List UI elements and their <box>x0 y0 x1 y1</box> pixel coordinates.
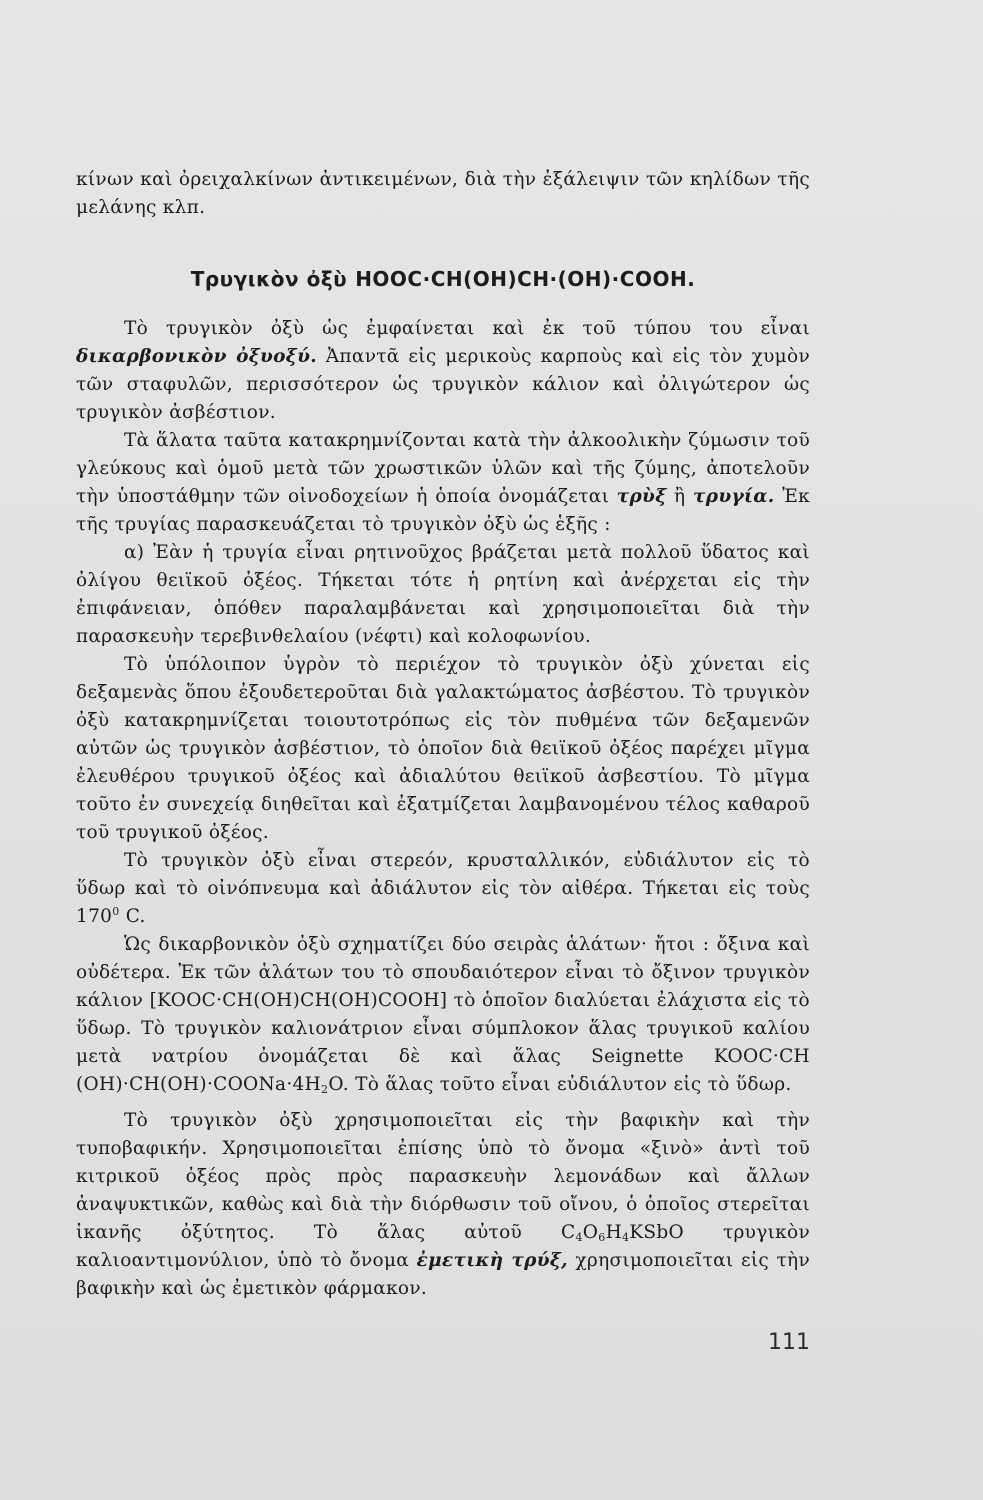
p6-text-a: Ὡς δικαρβονικὸν ὀξὺ σχηματίζει δύο σειρὰς ἁλάτων· ἤτοι : ὄξινα καὶ οὐδέτερα. Ἐκ τῶν ἁλάτων του τὸ σπουδαιότερον εἶναι τὸ ὄξινον τρυγικὸν κάλιον [KOOC·CH(OH)CH(OH)COOH] τὸ ὁποῖον διαλύεται ἐλάχιστα εἰς τὸ ὕδωρ. Τὸ τρυγικὸν καλιονάτριον εἶναι σύμπλοκον ἅλας τρυγικοῦ καλίου μετὰ νατρίου ὀνομάζεται δὲ καὶ ἅλας Seignette KOOC·CH (OH)·CH(OH)·COONa·4H <box>76 934 810 1095</box>
section-heading <box>76 265 810 293</box>
p2-text-c: ἢ <box>666 486 693 507</box>
p7-text-b: KSbO τρυγικὸν καλιοαντιμονύλιον, ὑπὸ τὸ ὄνομα <box>76 1222 810 1271</box>
p5-text-b: C. <box>119 906 146 927</box>
paragraph-2 <box>76 427 810 539</box>
p7-subscript-3: 4 <box>622 1231 630 1244</box>
p1-text-c: Ἀπαντᾶ εἰς μερικοὺς καρποὺς καὶ εἰς τὸν χυμὸν τῶν σταφυλῶν, περισσότερον ὡς τρυγικὸν κάλιον καὶ ὀλιγώτερον ὡς τρυγικὸν ἀσβέστιον. <box>76 346 810 423</box>
p7-subscript-2: 6 <box>598 1231 606 1244</box>
p7-text-d: χρησιμοποιεῖται εἰς τὴν βαφικὴν καὶ ὡς ἐμετικὸν φάρμακον. <box>76 1250 810 1299</box>
p6-text-b: O. Τὸ ἅλας τοῦτο εἶναι εὐδιάλυτον εἰς τὸ ὕδωρ. <box>328 1074 792 1095</box>
p7-emphasis: ἐμετικὴ τρύξ, <box>416 1250 568 1271</box>
intro-paragraph: κίνων καὶ ὀρειχαλκίνων ἀντικειμένων, διὰ τὴν ἐξάλειψιν τῶν κηλίδων τῆς μελάνης κλπ. <box>76 169 810 218</box>
page-number: 111 <box>768 1330 810 1355</box>
p2-emphasis-trygia: τρυγία. <box>692 486 775 507</box>
p1-text-a: Τὸ τρυγικὸν ὀξὺ ὡς ἐμφαίνεται καὶ ἐκ τοῦ τύπου του εἶναι <box>124 318 810 339</box>
degree-superscript: 0 <box>112 904 120 918</box>
paragraph-4: Τὸ ὑπόλοιπον ὑγρὸν τὸ περιέχον τὸ τρυγικὸν ὀξὺ χύνεται εἰς δεξαμενὰς ὅπου ἐξουδετεροῦται διὰ γαλακτώματος ἀσβέστου. Τὸ τρυγικὸν ὀξὺ κατακρημνίζεται τοιουτοτρόπως εἰς τὸν πυθμένα τῶν δεξαμενῶν αὐτῶν ὡς τρυγικὸν ἀσβέστιον, τὸ ὁποῖον διὰ θειϊκοῦ ὀξέος παρέχει μῖγμα ἐλευθέρου τρυγικοῦ ὀξέος καὶ ἀδιαλύτου θειϊκοῦ ἀσβεστίου. Τὸ μῖγμα τοῦτο ἐν συνεχείᾳ διηθεῖται καὶ ἐξατμίζεται λαμβανομένου τέλος καθαροῦ τοῦ τρυγικοῦ ὀξέος. <box>76 654 810 843</box>
paragraph-3: α) Ἐὰν ἡ τρυγία εἶναι ρητινοῦχος βράζεται μετὰ πολλοῦ ὕδατος καὶ ὀλίγου θειϊκοῦ ὀξέος. Τήκεται τότε ἡ ρητίνη καὶ ἀνέρχεται εἰς τὴν ἐπιφάνειαν, ὁπόθεν παραλαμβάνεται καὶ χρησιμοποιεῖται διὰ τὴν παρασκευὴν τερεβινθελαίου (νέφτι) καὶ κολοφωνίου. <box>76 542 810 647</box>
p2-emphasis-tryx: τρὺξ <box>616 486 667 507</box>
paragraph-6 <box>76 931 810 1099</box>
p6-subscript: 2 <box>321 1083 329 1096</box>
paragraph-7 <box>76 1107 810 1303</box>
paragraph-1 <box>76 315 810 427</box>
p2-text-a: Τὰ ἅλατα ταῦτα κατακρημνίζονται κατὰ τὴν ἀλκοολικὴν ζύμωσιν τοῦ γλεύκους καὶ ὁμοῦ μετὰ τῶν χρωστικῶν ὑλῶν καὶ τῆς ζύμης, ἀποτελοῦν τὴν ὑποστάθμην τῶν οἰνοδοχείων ἡ ὁποία ὀνομάζεται <box>76 430 810 507</box>
heading-title: Τρυγικὸν ὀξὺ <box>190 267 348 291</box>
p7-text-m2: H <box>605 1222 622 1243</box>
paragraph-5 <box>76 847 810 931</box>
p7-subscript-1: 4 <box>575 1231 583 1244</box>
p7-text-m1: O <box>582 1222 599 1243</box>
p5-text-a: Τὸ τρυγικὸν ὀξὺ εἶναι στερεόν, κρυσταλλικόν, εὐδιάλυτον εἰς τὸ ὕδωρ καὶ τὸ οἰνόπνευμα καὶ ἀδιάλυτον εἰς τὸν αἰθέρα. Τήκεται εἰς τοὺς 170 <box>76 850 810 927</box>
p1-emphasis: δικαρβονικὸν ὀξυοξύ. <box>76 346 317 367</box>
p2-text-e: Ἐκ τῆς τρυγίας παρασκευάζεται τὸ τρυγικὸν ὀξὺ ὡς ἑξῆς : <box>76 486 811 535</box>
paragraph-gap <box>76 1099 810 1107</box>
body-text <box>76 166 810 1303</box>
heading-formula: HOOC·CH(OH)CH·(OH)·COOH. <box>355 267 696 291</box>
p7-text-a: Τὸ τρυγικὸν ὀξὺ χρησιμοποιεῖται εἰς τὴν βαφικὴν καὶ τὴν τυποβαφικήν. Χρησιμοποιεῖται ἐπίσης ὑπὸ τὸ ὄνομα «ξινὸ» ἀντὶ τοῦ κιτρικοῦ ὀξέος πρὸς πρὸς παρασκευὴν λεμονάδων καὶ ἄλλων ἀναψυκτικῶν, καθὼς καὶ διὰ τὴν διόρθωσιν τοῦ οἴνου, ὁ ὁποῖος στερεῖται ἱκανῆς ὀξύτητος. Τὸ ἅλας αὐτοῦ C <box>76 1110 810 1243</box>
